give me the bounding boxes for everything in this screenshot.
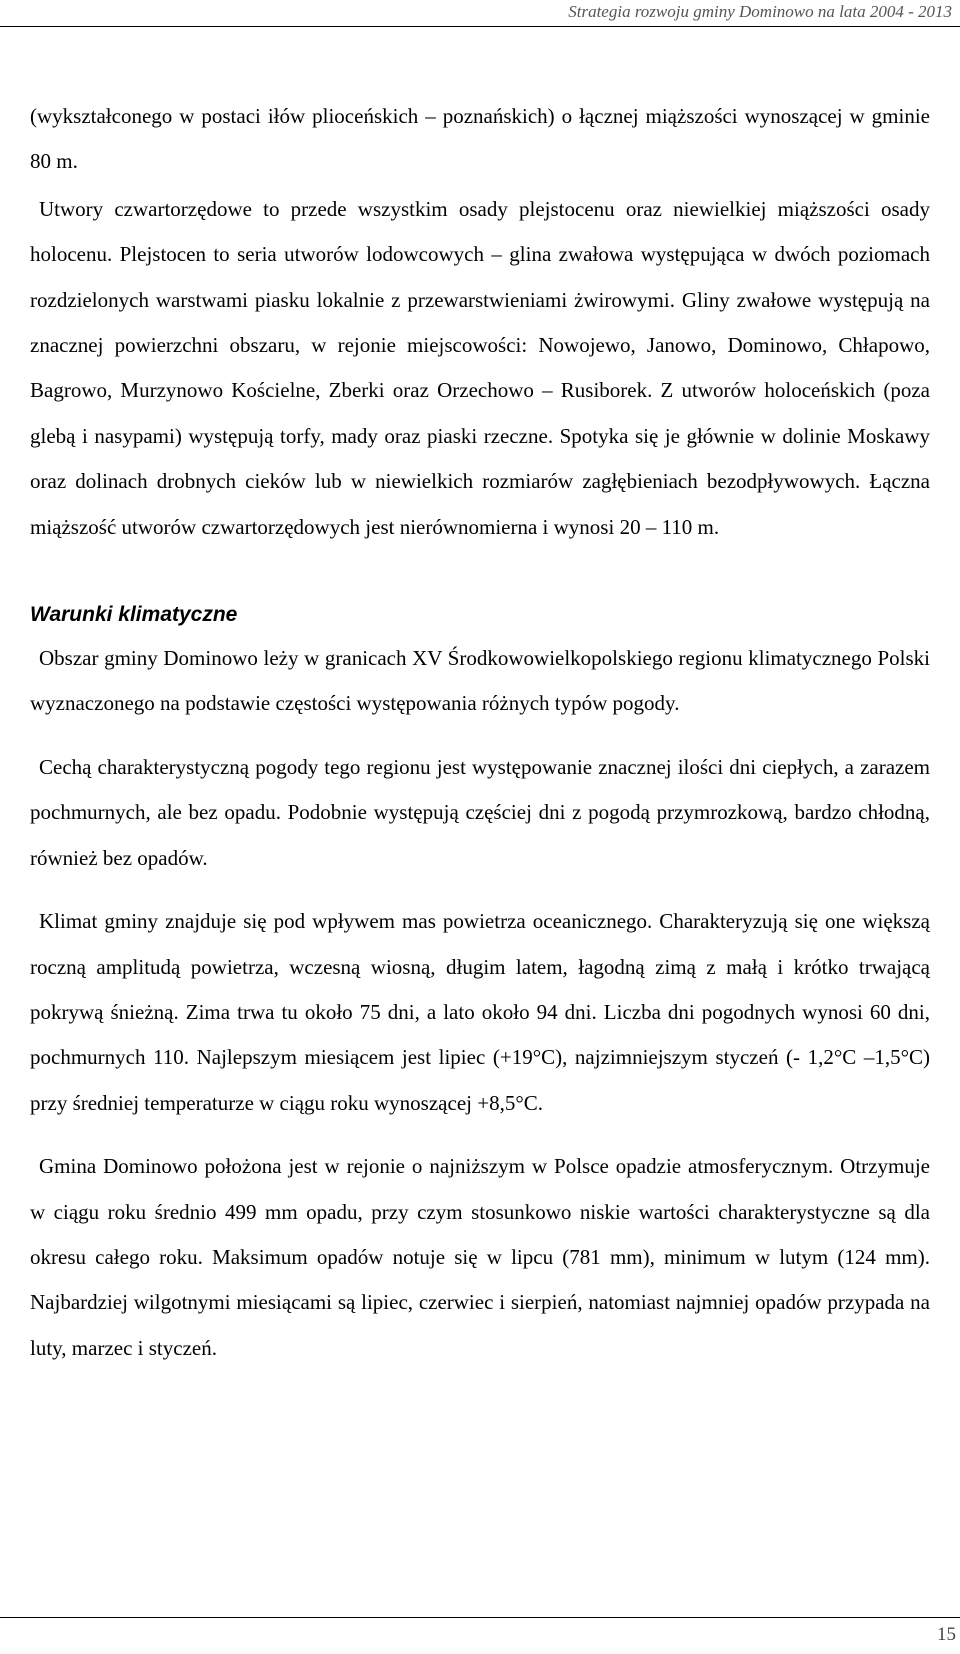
paragraph-continuation: (wykształconego w postaci iłów plioceńskich – poznańskich) o łącznej miąższości wynoszącej w gminie 80 m. xyxy=(30,104,930,174)
page-body xyxy=(30,94,930,1371)
page-number: 15 xyxy=(937,1624,956,1645)
paragraph-oceanic-influence: Klimat gminy znajduje się pod wpływem mas powietrza oceanicznego. Charakteryzują się one większą roczną amplitudą powietrza, wczesną wiosną, długim latem, łagodną zimą z małą i krótko trwającą pokrywą śnieżną. Zima trwa tu około 75 dni, a lato około 94 dni. Liczba dni pogodnych wynosi 60 dni, pochmurnych 110. Najlepszym miesiącem jest lipiec (+19°C), najzimniejszym styczeń (- 1,2°C –1,5°C) przy średniej temperaturze w ciągu roku wynoszącej +8,5°C. xyxy=(30,909,930,1115)
document-title: Strategia rozwoju gminy Dominowo na lata 2004 - 2013 xyxy=(568,2,952,21)
section-heading-climate: Warunki klimatyczne xyxy=(30,603,238,627)
paragraph-climate-region: Obszar gminy Dominowo leży w granicach XV Środkowowielkopolskiego regionu klimatycznego Polski wyznaczonego na podstawie częstości występowania różnych typów pogody. xyxy=(30,646,930,716)
footer-divider xyxy=(0,1617,960,1618)
paragraph-quaternary-deposits: Utwory czwartorzędowe to przede wszystkim osady plejstocenu oraz niewielkiej miąższości osady holocenu. Plejstocen to seria utworów lodowcowych – glina zwałowa występująca w dwóch poziomach rozdzielonych warstwami piasku lokalnie z przewarstwieniami żwirowymi. Gliny zwałowe występują na znacznej powierzchni obszaru, w rejonie miejscowości: Nowojewo, Janowo, Dominowo, Chłapowo, Bagrowo, Murzynowo Kościelne, Zberki oraz Orzechowo – Rusiborek. Z utworów holoceńskich (poza glebą i nasypami) występują torfy, mady oraz piaski rzeczne. Spotyka się je głównie w dolinie Moskawy oraz dolinach drobnych cieków lub w niewielkich rozmiarów zagłębieniach bezodpływowych. Łączna miąższość utworów czwartorzędowych jest nierównomierna i wynosi 20 – 110 m. xyxy=(30,196,930,539)
header-divider xyxy=(0,26,960,27)
paragraph-weather-characteristics: Cechą charakterystyczną pogody tego regionu jest występowanie znacznej ilości dni ciepłych, a zarazem pochmurnych, ale bez opadu. Podobnie występują częściej dni z pogodą przymrozkową, bardzo chłodną, również bez opadów. xyxy=(30,754,930,870)
paragraph-precipitation: Gmina Dominowo położona jest w rejonie o najniższym w Polsce opadzie atmosferycznym. Otrzymuje w ciągu roku średnio 499 mm opadu, przy czym stosunkowo niskie wartości charakterystyczne są dla okresu całego roku. Maksimum opadów notuje się w lipcu (781 mm), minimum w lutym (124 mm). Najbardziej wilgotnymi miesiącami są lipiec, czerwiec i sierpień, natomiast najmniej opadów przypada na luty, marzec i styczeń. xyxy=(30,1154,930,1360)
page-header xyxy=(0,0,960,26)
